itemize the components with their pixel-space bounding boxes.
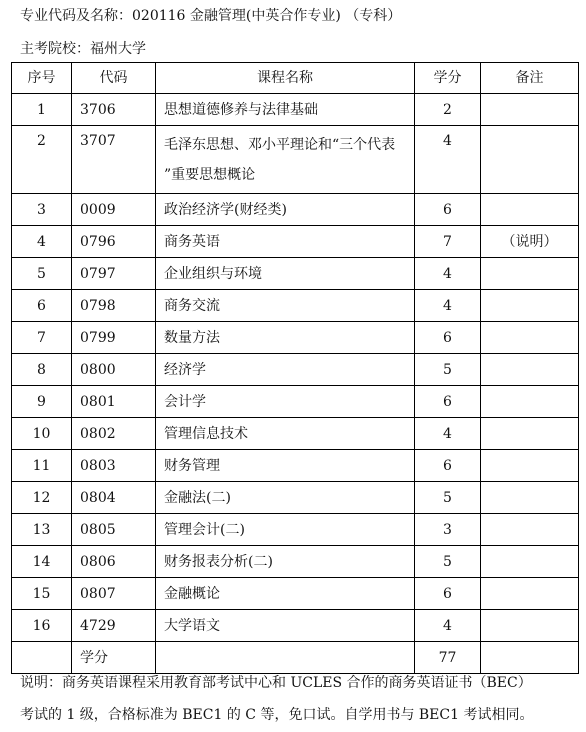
cell-note — [481, 578, 579, 610]
cell-credit: 4 — [415, 610, 481, 642]
cell-course-name: 金融概论 — [156, 578, 415, 610]
total-label: 学分 — [72, 642, 156, 674]
cell-course-name: 商务英语 — [156, 226, 415, 258]
total-credit: 77 — [415, 642, 481, 674]
cell-code: 0009 — [72, 194, 156, 226]
table-row — [12, 546, 579, 578]
cell-credit: 5 — [415, 354, 481, 386]
cell-seq: 14 — [12, 546, 72, 578]
cell-credit: 2 — [415, 94, 481, 126]
header-note: 备注 — [481, 63, 579, 94]
total-empty-note — [481, 642, 579, 674]
cell-seq: 16 — [12, 610, 72, 642]
cell-code: 0802 — [72, 418, 156, 450]
header-course-name: 课程名称 — [156, 63, 415, 94]
cell-note — [481, 450, 579, 482]
cell-note — [481, 386, 579, 418]
cell-course-name: 财务管理 — [156, 450, 415, 482]
cell-seq: 13 — [12, 514, 72, 546]
table-row — [12, 354, 579, 386]
cell-credit: 4 — [415, 290, 481, 322]
cell-code: 0806 — [72, 546, 156, 578]
cell-credit: 6 — [415, 194, 481, 226]
cell-note — [481, 610, 579, 642]
cell-note — [481, 546, 579, 578]
cell-note — [481, 94, 579, 126]
cell-course-name: 企业组织与环境 — [156, 258, 415, 290]
cell-seq: 1 — [12, 94, 72, 126]
table-row — [12, 126, 579, 194]
cell-course-name: 会计学 — [156, 386, 415, 418]
cell-note — [481, 482, 579, 514]
cell-credit: 6 — [415, 450, 481, 482]
cell-note — [481, 322, 579, 354]
cell-code: 0801 — [72, 386, 156, 418]
cell-code: 0804 — [72, 482, 156, 514]
cell-course-name: 政治经济学(财经类) — [156, 194, 415, 226]
cell-seq: 4 — [12, 226, 72, 258]
header-credit: 学分 — [415, 63, 481, 94]
cell-course-name: 毛泽东思想、邓小平理论和“三个代表 ”重要思想概论 — [156, 126, 415, 194]
cell-credit: 7 — [415, 226, 481, 258]
cell-credit: 6 — [415, 322, 481, 354]
cell-seq: 10 — [12, 418, 72, 450]
table-row — [12, 578, 579, 610]
cell-note: （说明） — [481, 226, 579, 258]
cell-course-name: 经济学 — [156, 354, 415, 386]
table-row — [12, 418, 579, 450]
cell-credit: 6 — [415, 386, 481, 418]
cell-course-name: 财务报表分析(二) — [156, 546, 415, 578]
cell-code: 4729 — [72, 610, 156, 642]
cell-course-name: 管理会计(二) — [156, 514, 415, 546]
footnote-line-1: 说明：商务英语课程采用教育部考试中心和 UCLES 合作的商务英语证书（BEC） — [20, 675, 532, 691]
cell-credit: 4 — [415, 418, 481, 450]
header-code: 代码 — [72, 63, 156, 94]
cell-code: 0797 — [72, 258, 156, 290]
cell-seq: 2 — [12, 126, 72, 194]
cell-credit: 3 — [415, 514, 481, 546]
cell-code: 0803 — [72, 450, 156, 482]
cell-course-name: 金融法(二) — [156, 482, 415, 514]
cell-course-name: 商务交流 — [156, 290, 415, 322]
table-row — [12, 226, 579, 258]
cell-seq: 6 — [12, 290, 72, 322]
table-row — [12, 258, 579, 290]
cell-note — [481, 418, 579, 450]
table-row — [12, 610, 579, 642]
cell-course-name: 管理信息技术 — [156, 418, 415, 450]
cell-course-name: 大学语文 — [156, 610, 415, 642]
table-row — [12, 94, 579, 126]
table-header-row — [12, 63, 579, 94]
footnote-line-2: 考试的 1 级，合格标准为 BEC1 的 C 等，免口试。自学用书与 BEC1 考试相同。 — [20, 707, 534, 723]
table-row — [12, 450, 579, 482]
table-row — [12, 482, 579, 514]
table-row — [12, 322, 579, 354]
cell-code: 0805 — [72, 514, 156, 546]
cell-credit: 6 — [415, 578, 481, 610]
program-code-name: 专业代码及名称：020116 金融管理(中英合作专业) （专科） — [20, 8, 402, 24]
cell-note — [481, 258, 579, 290]
cell-seq: 3 — [12, 194, 72, 226]
cell-seq: 11 — [12, 450, 72, 482]
cell-code: 3706 — [72, 94, 156, 126]
cell-code: 0800 — [72, 354, 156, 386]
cell-seq: 9 — [12, 386, 72, 418]
cell-credit: 4 — [415, 126, 481, 194]
course-rows — [12, 94, 579, 642]
table-row — [12, 386, 579, 418]
table-row — [12, 194, 579, 226]
cell-note — [481, 354, 579, 386]
cell-code: 0807 — [72, 578, 156, 610]
cell-code: 0799 — [72, 322, 156, 354]
cell-code: 0798 — [72, 290, 156, 322]
cell-seq: 5 — [12, 258, 72, 290]
cell-code: 0796 — [72, 226, 156, 258]
cell-seq: 8 — [12, 354, 72, 386]
cell-note — [481, 194, 579, 226]
exam-institution: 主考院校：福州大学 — [20, 41, 146, 57]
cell-credit: 5 — [415, 482, 481, 514]
cell-seq: 7 — [12, 322, 72, 354]
cell-credit: 5 — [415, 546, 481, 578]
cell-credit: 4 — [415, 258, 481, 290]
cell-seq: 12 — [12, 482, 72, 514]
table-row — [12, 290, 579, 322]
cell-note — [481, 126, 579, 194]
table-row — [12, 514, 579, 546]
header-seq: 序号 — [12, 63, 72, 94]
total-empty-name — [156, 642, 415, 674]
cell-course-name: 数量方法 — [156, 322, 415, 354]
cell-seq: 15 — [12, 578, 72, 610]
total-row — [12, 642, 579, 674]
cell-note — [481, 290, 579, 322]
cell-note — [481, 514, 579, 546]
course-table — [11, 62, 579, 674]
total-empty-seq — [12, 642, 72, 674]
cell-code: 3707 — [72, 126, 156, 194]
cell-course-name: 思想道德修养与法律基础 — [156, 94, 415, 126]
